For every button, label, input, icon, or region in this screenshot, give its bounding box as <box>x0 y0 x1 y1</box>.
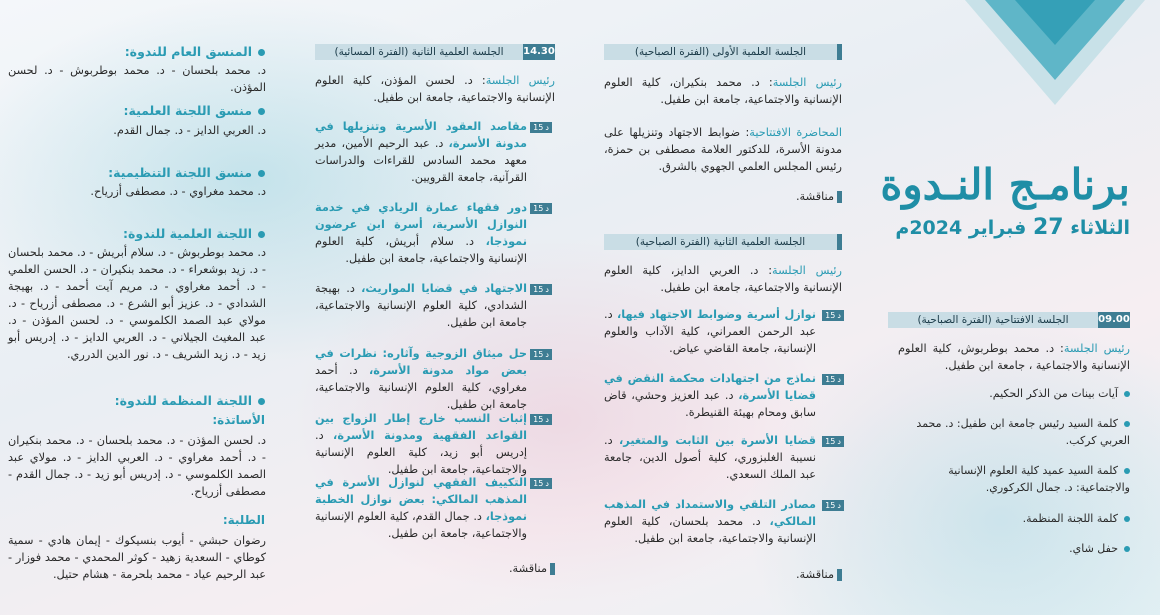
students-names: رضوان حبشي - أيوب بنسيكوك - إيمان هادي - سمية كوطاي - السعدية زهيد - كوثر المحمدي - محمد فوزار - عبد الرحيم عياد - محمد بلحرمة - هشام حتيل. <box>8 534 266 581</box>
duration-badge: د 15 <box>822 436 844 447</box>
duration-badge: د 15 <box>822 500 844 511</box>
bullet-icon <box>1124 391 1130 397</box>
session2-talk: نوازل أسرية وضوابط الاجتهاد فيها، د. عبد الرحمن العمراني، كلية الآداب والعلوم الإنسانية، جامعة القاضي عياض. <box>604 308 816 355</box>
bullet-icon <box>1124 546 1130 552</box>
session2-header: الجلسة العلمية الثانية (الفترة الصباحية) <box>604 234 842 250</box>
duration-badge: د 15 <box>530 414 552 425</box>
session1-lecture: المحاضرة الافتتاحية: ضوابط الاجتهاد وتنزيلها على مدونة الأسرة، للدكتور العلامة مصطفى بن حمزة، رئيس المجلس العلمي الجهوي بالشرق. <box>604 126 842 173</box>
session1-header: الجلسة العلمية الأولى (الفترة الصباحية) <box>604 44 842 60</box>
organizing-coordinator-heading: منسق اللجنة التنظيمية: <box>108 165 265 180</box>
opening-item: كلمة اللجنة المنظمة. <box>905 510 1130 527</box>
session3-discussion: مناقشة. <box>315 560 555 577</box>
students-heading: الطلبة: <box>222 513 265 527</box>
duration-badge: د 15 <box>530 349 552 360</box>
session2-discussion: مناقشة. <box>604 566 842 583</box>
session3-talk: الاجتهاد في قضايا المواريث، د. بهيجة الشدادي، كلية العلوم الإنسانية والاجتماعية، جامعة ابن طفيل. <box>315 282 528 329</box>
professors-heading: الأساتذة: <box>212 413 265 427</box>
duration-badge: د 15 <box>530 478 552 489</box>
scientific-committee-heading: اللجنة العلمية للندوة: <box>123 226 265 241</box>
duration-badge: د 15 <box>530 203 552 214</box>
opening-chair: رئيس الجلسة: د. محمد بوطربوش، كلية العلوم الإنسانية والاجتماعية ، جامعة ابن طفيل. <box>898 342 1130 372</box>
opening-item: آيات بينات من الذكر الحكيم. <box>905 385 1130 402</box>
organizing-coordinator-names: د. محمد مغراوي - د. مصطفى أزرياح. <box>90 185 266 198</box>
duration-badge: د 15 <box>530 284 552 295</box>
bullet-icon <box>258 108 265 115</box>
session3-talk: حل ميثاق الزوجية وآثاره: نظرات في بعض مواد مدونة الأسرة، د. أحمد مغراوي، كلية العلوم الإنسانية والاجتماعية، جامعة ابن طفيل. <box>315 347 528 411</box>
opening-item: كلمة السيد عميد كلية العلوم الإنسانية والاجتماعية: د. جمال الكركوري. <box>948 464 1130 494</box>
bullet-icon <box>1124 516 1130 522</box>
program-title: برنامـج النـدوة <box>880 160 1130 209</box>
program-date: الثلاثاء 27 فبراير 2024م <box>895 215 1130 240</box>
bullet-icon <box>258 49 265 56</box>
scientific-coordinator-names: د. العربي الدايز - د. جمال القدم. <box>113 124 266 137</box>
opening-item: حفل شاي. <box>905 540 1130 557</box>
bullet-icon <box>258 398 265 405</box>
session2-talk: قضايا الأسرة بين الثابت والمتغير، د. نسيبة الغلبزوري، كلية أصول الدين، جامعة عبد الملك السعدي. <box>604 434 816 481</box>
bullet-icon <box>258 231 265 238</box>
session1-chair: رئيس الجلسة: د. محمد بنكيران، كلية العلوم الإنسانية والاجتماعية، جامعة ابن طفيل. <box>604 76 842 106</box>
professors-names: د. لحسن المؤذن - د. محمد بلحسان - د. محمد بنكيران - د. أحمد مغراوي - د. العربي الدايز - د. مولاي عبد الصمد الكلموسي - د. إدريس أبو زيد - د. جمال القدم - مصطفى أزرياح. <box>8 434 266 498</box>
opening-item: كلمة السيد رئيس جامعة ابن طفيل: د. محمد العربي كركب. <box>916 417 1130 447</box>
session3-header: 14.30 الجلسة العلمية الثانية (الفترة المسائية) <box>315 44 555 60</box>
general-coordinator-names: د. محمد بلحسان - د. محمد بوطربوش - د. لحسن المؤذن. <box>8 64 266 94</box>
session2-talk: نماذج من اجتهادات محكمة النقض في قضايا الأسرة، د. عبد العزيز وحشي، قاض سابق ومحام بهيئة القنيطرة. <box>604 372 816 419</box>
session2-talk: مصادر التلقي والاستمداد في المذهب المالكي، د. محمد بلحسان، كلية العلوم الإنسانية والاجتماعية، جامعة ابن طفيل. <box>604 498 816 545</box>
session2-chair: رئيس الجلسة: د. العربي الدايز، كلية العلوم الإنسانية والاجتماعية، جامعة ابن طفيل. <box>604 264 842 294</box>
organizing-committee-heading: اللجنة المنظمة للندوة: <box>115 393 265 408</box>
decorative-triangle <box>960 0 1150 110</box>
bullet-icon <box>1124 468 1130 474</box>
session1-discussion: مناقشة. <box>604 188 842 205</box>
session3-talk: مقاصد العقود الأسرية وتنزيلها في مدونة الأسرة، د. عبد الرحيم الأمين، مدير معهد محمد السادس للقراءات والدراسات القرآنية، جامعة القرويين. <box>315 120 527 184</box>
bullet-icon <box>258 170 265 177</box>
bullet-icon <box>1124 421 1130 427</box>
duration-badge: د 15 <box>530 122 552 133</box>
session3-talk: دور فقهاء عمارة الريادي في خدمة النوازل الأسرية، أسرة ابن عرضون نموذجا، د. سلام أبريش، كلية العلوم الإنسانية والاجتماعية، جامعة ابن طفيل. <box>315 201 527 265</box>
session3-talk: إثبات النسب خارج إطار الزواج بين القواعد الفقهية ومدونة الأسرة، د. إدريس أبو زيد، كلية العلوم الإنسانية والاجتماعية، جامعة ابن طفيل. <box>315 412 528 476</box>
scientific-coordinator-heading: منسق اللجنة العلمية: <box>123 103 265 118</box>
scientific-committee-names: د. محمد بوطربوش - د. سلام أبريش - د. محمد بلحسان - د. زيد بوشعراء - د. محمد بنكيران - د. الحسن العلمي - د. أحمد مغراوي - د. مريم آيت أحمد - د. بهيجة الشدادي - د. عزيز أبو الشرع - د. مصطفى أزرياح - د. مولاي عبد الصمد الكلموسي - د. لحسن المؤذن - د. عبد المغيث الجيلاني - د. العربي الدايز - د. إدريس أبو زيد - د. زيد الشريف - د. نور الدين الدرري. <box>8 246 266 361</box>
duration-badge: د 15 <box>822 310 844 321</box>
duration-badge: د 15 <box>822 374 844 385</box>
general-coordinator-heading: المنسق العام للندوة: <box>125 44 265 59</box>
session3-talk: التكييف الفقهي لنوازل الأسرة في المذهب المالكي: بعض نوازل الخطبة نموذجا، د. جمال القدم، كلية العلوم الإنسانية والاجتماعية، جامعة ابن طفيل. <box>315 476 527 540</box>
opening-session-header: 09.00 الجلسة الافتتاحية (الفترة الصباحية) <box>888 312 1130 328</box>
session3-chair: رئيس الجلسة: د. لحسن المؤذن، كلية العلوم الإنسانية والاجتماعية، جامعة ابن طفيل. <box>315 74 555 104</box>
